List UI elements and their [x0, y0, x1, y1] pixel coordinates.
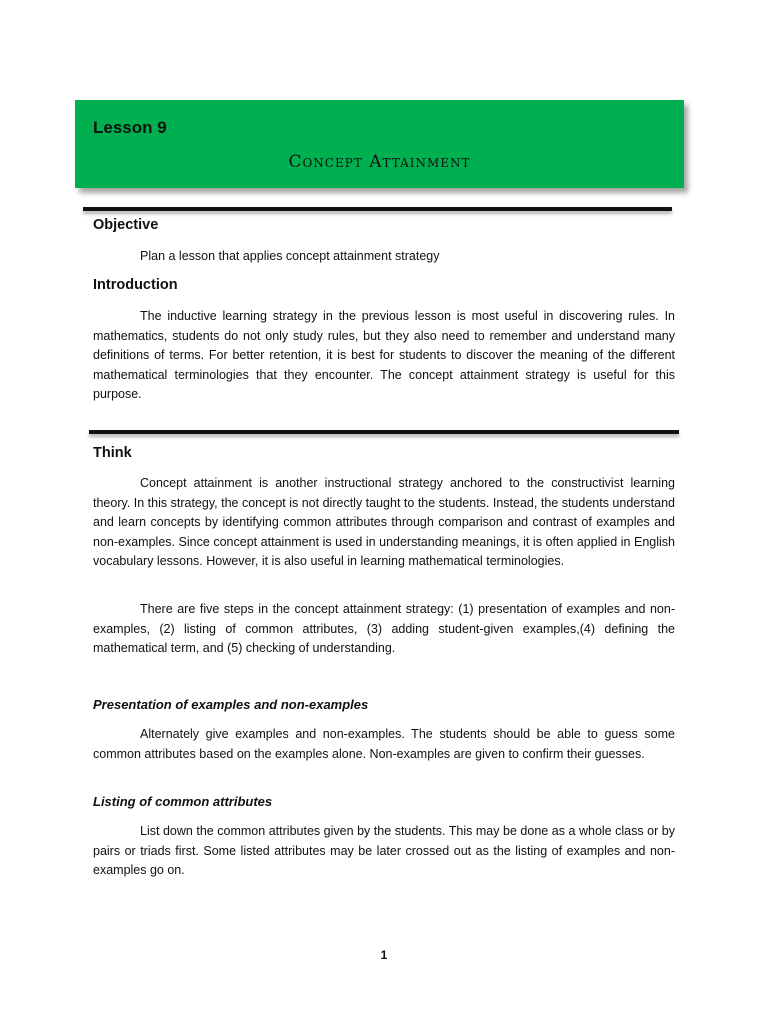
think-heading: Think	[93, 445, 132, 461]
presentation-heading: Presentation of examples and non-examples	[93, 697, 369, 712]
think-paragraph-2: There are five steps in the concept attainment strategy: (1) presentation of examples and non-examples, (2) listing of common attributes, (3) adding student-given examples,(4) defining the mathematical term, and (5) checking of understanding.	[93, 602, 675, 655]
page-number: 1	[380, 948, 388, 962]
introduction-text: The inductive learning strategy in the previous lesson is most useful in discovering rules. In mathematics, students do not only study rules, but they also need to remember and understand many definitions of terms. For better retention, it is best for students to discover the meaning of the different mathematical terminologies that they encounter. The concept attainment strategy is useful for this purpose.	[93, 309, 675, 401]
think-paragraph-1: Concept attainment is another instructional strategy anchored to the constructivist learning theory. In this strategy, the concept is not directly taught to the students. Instead, the students understand and learn concepts by identifying common attributes through comparison and contrast of examples and non-examples. Since concept attainment is used in understanding meanings, it is often applied in English vocabulary lessons. However, it is also useful in learning mathematical terminologies.	[93, 476, 675, 568]
section-divider-middle	[89, 430, 679, 434]
lesson-banner	[75, 100, 684, 188]
listing-text: List down the common attributes given by the students. This may be done as a whole class or by pairs or triads first. Some listed attributes may be later crossed out as the listing of examples and non-examples go on.	[93, 824, 675, 877]
presentation-text: Alternately give examples and non-examples. The students should be able to guess some common attributes based on the examples alone. Non-examples are given to confirm their guesses.	[93, 727, 675, 761]
objective-heading: Objective	[93, 217, 159, 233]
objective-text: Plan a lesson that applies concept attainment strategy	[140, 249, 440, 263]
section-divider-top	[83, 207, 672, 211]
lesson-title: Concept Attainment	[288, 152, 471, 172]
listing-heading: Listing of common attributes	[93, 794, 273, 809]
introduction-heading: Introduction	[93, 277, 178, 293]
lesson-number: Lesson 9	[93, 118, 167, 137]
